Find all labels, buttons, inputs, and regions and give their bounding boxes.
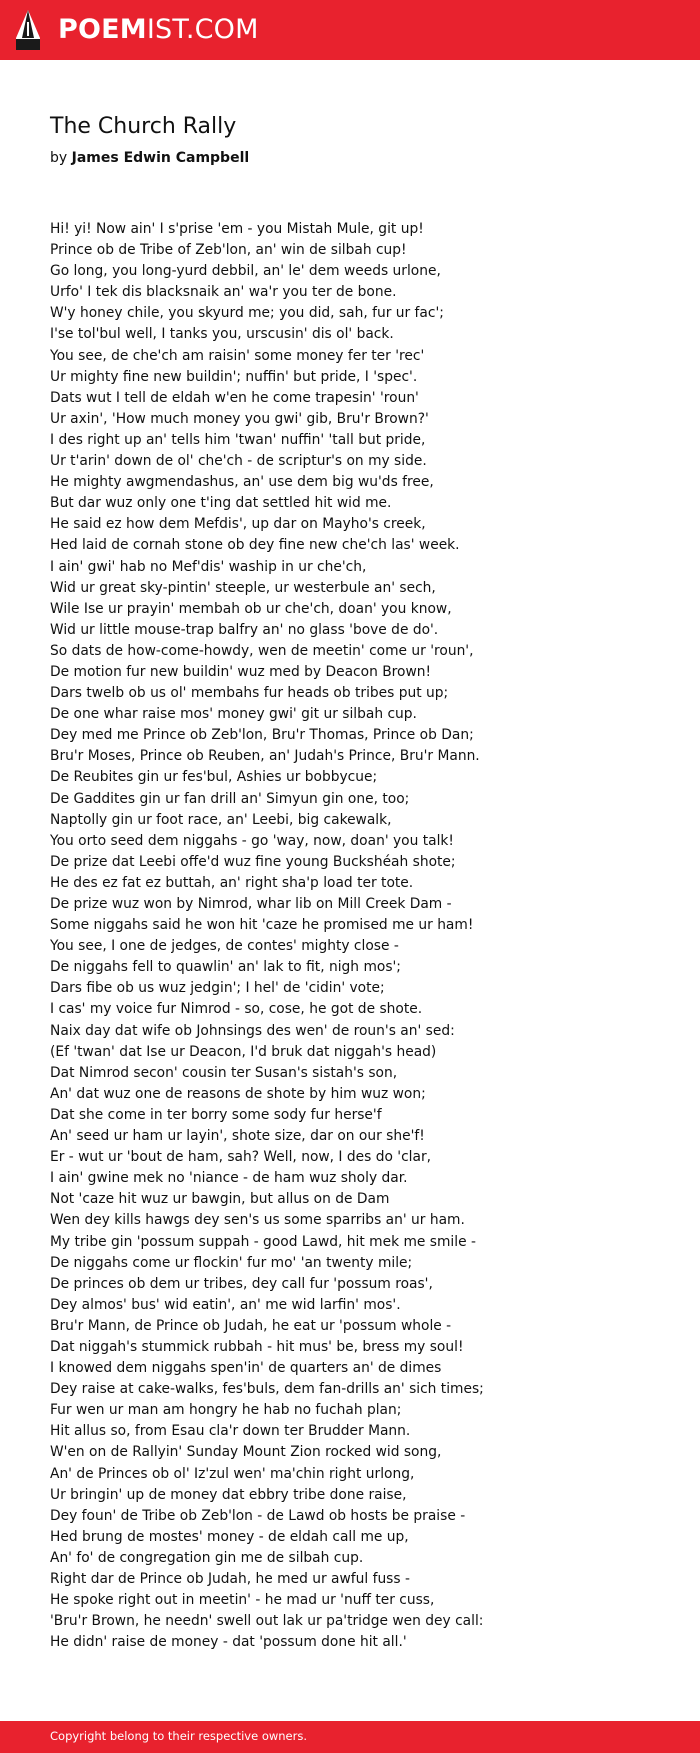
poem-line: De motion fur new buildin' wuz med by Deacon Brown! <box>50 663 432 680</box>
poem-line: He spoke right out in meetin' - he mad ur 'nuff ter cuss, <box>50 1592 435 1609</box>
poem-line: I des right up an' tells him 'twan' nuffin' 'tall but pride, <box>50 431 426 448</box>
poem-line: So dats de how-come-howdy, wen de meetin' come ur 'roun', <box>50 642 474 659</box>
poem-line: De prize dat Leebi offe'd wuz fine young Buckshéah shote; <box>50 853 456 870</box>
poem-line: He said ez how dem Mefdis', up dar on Mayho's creek, <box>50 516 426 533</box>
site-logo[interactable] <box>14 8 259 52</box>
poem-line: 'Bru'r Brown, he needn' swell out lak ur pa'tridge wen dey call: <box>50 1613 484 1630</box>
poem-body <box>50 219 670 1653</box>
poem-line: Dars twelb ob us ol' membahs fur heads ob tribes put up; <box>50 685 449 702</box>
poem-line: You see, de che'ch am raisin' some money fer ter 'rec' <box>50 347 425 364</box>
poem-line: Dey med me Prince ob Zeb'lon, Bru'r Thomas, Prince ob Dan; <box>50 727 474 744</box>
site-header <box>0 0 700 60</box>
poem-line: Fur wen ur man am hongry he hab no fuchah plan; <box>50 1402 402 1419</box>
brand-bold-text: POEM <box>58 14 147 45</box>
poem-line: Wid ur great sky-pintin' steeple, ur westerbule an' sech, <box>50 579 436 596</box>
poem-line: De niggahs fell to quawlin' an' lak to fit, nigh mos'; <box>50 959 401 976</box>
poem-line: I ain' gwine mek no 'niance - de ham wuz sholy dar. <box>50 1170 408 1187</box>
poem-line: He mighty awgmendashus, an' use dem big wu'ds free, <box>50 474 434 491</box>
poem-line: Bru'r Mann, de Prince ob Judah, he eat ur 'possum whole - <box>50 1317 452 1334</box>
poem-line: Dat Nimrod secon' cousin ter Susan's sistah's son, <box>50 1064 398 1081</box>
poem-line: De Gaddites gin ur fan drill an' Simyun gin one, too; <box>50 790 410 807</box>
poem-line: Naptolly gin ur foot race, an' Leebi, big cakewalk, <box>50 811 392 828</box>
pen-nib-icon <box>14 8 42 52</box>
poem-line: Ur axin', 'How much money you gwi' gib, Bru'r Brown?' <box>50 410 429 427</box>
poem-line: Er - wut ur 'bout de ham, sah? Well, now, I des do 'clar, <box>50 1149 432 1166</box>
poem-line: De Reubites gin ur fes'bul, Ashies ur bobbycue; <box>50 769 378 786</box>
poem-line: Hed laid de cornah stone ob dey fine new che'ch las' week. <box>50 537 460 554</box>
poem-line: Naix day dat wife ob Johnsings des wen' de roun's an' sed: <box>50 1022 455 1039</box>
poem-line: Dey almos' bus' wid eatin', an' me wid larfin' mos'. <box>50 1296 401 1313</box>
poem-line: Go long, you long-yurd debbil, an' le' dem weeds urlone, <box>50 263 441 280</box>
poem-line: De prize wuz won by Nimrod, whar lib on Mill Creek Dam - <box>50 896 452 912</box>
site-footer <box>0 1721 700 1753</box>
poem-line: He des ez fat ez buttah, an' right sha'p load ter tote. <box>50 874 414 891</box>
author-link[interactable]: James Edwin Campbell <box>71 150 250 166</box>
poem-line: De niggahs come ur flockin' fur mo' 'an twenty mile; <box>50 1254 413 1271</box>
poem-line: Right dar de Prince ob Judah, he med ur awful fuss - <box>50 1571 410 1587</box>
poem-line: De princes ob dem ur tribes, dey call fur 'possum roas', <box>50 1275 433 1292</box>
poem-line: He didn' raise de money - dat 'possum done hit all.' <box>50 1634 407 1651</box>
poem-line: An' de Princes ob ol' Iz'zul wen' ma'chin right urlong, <box>50 1465 415 1482</box>
poem-line: Hit allus so, from Esau cla'r down ter Brudder Mann. <box>50 1423 411 1440</box>
poem-line: Wen dey kills hawgs dey sen's us some sparribs an' ur ham. <box>50 1212 465 1229</box>
poem-line: Not 'caze hit wuz ur bawgin, but allus on de Dam <box>50 1191 390 1208</box>
poem-line: Ur mighty fine new buildin'; nuffin' but pride, I 'spec'. <box>50 368 418 385</box>
poem-line: Dat she come in ter borry some sody fur herse'f <box>50 1106 382 1123</box>
poem-line: Dat niggah's stummick rubbah - hit mus' be, bress my soul! <box>50 1338 464 1355</box>
brand-light-text: IST.COM <box>146 14 259 45</box>
poem-line: I knowed dem niggahs spen'in' de quarters an' de dimes <box>50 1360 442 1377</box>
poem-line: Some niggahs said he won hit 'caze he promised me ur ham! <box>50 917 474 934</box>
poem-title: The Church Rally <box>50 114 237 139</box>
poem-line: Dars fibe ob us wuz jedgin'; I hel' de 'cidin' vote; <box>50 980 385 997</box>
poem-line: W'y honey chile, you skyurd me; you did, sah, fur ur fac'; <box>50 305 444 322</box>
poem-line: I'se tol'bul well, I tanks you, urscusin' dis ol' back. <box>50 326 394 343</box>
poem-line: Hed brung de mostes' money - de eldah call me up, <box>50 1528 409 1545</box>
poem-line: You see, I one de jedges, de contes' mighty close - <box>50 938 399 955</box>
poem-line: You orto seed dem niggahs - go 'way, now, doan' you talk! <box>50 832 454 849</box>
byline <box>50 150 249 166</box>
poem-line: Dey foun' de Tribe ob Zeb'lon - de Lawd ob hosts be praise - <box>50 1507 466 1524</box>
brand-name <box>58 8 259 52</box>
poem-line: Hi! yi! Now ain' I s'prise 'em - you Mistah Mule, git up! <box>50 221 424 237</box>
poem-line: Prince ob de Tribe of Zeb'lon, an' win de silbah cup! <box>50 242 407 259</box>
poem-line: An' dat wuz one de reasons de shote by him wuz won; <box>50 1085 426 1102</box>
by-label: by <box>50 150 68 166</box>
poem-line: Wile Ise ur prayin' membah ob ur che'ch, doan' you know, <box>50 600 452 617</box>
poem-line: Urfo' I tek dis blacksnaik an' wa'r you ter de bone. <box>50 284 397 301</box>
poem-line: I cas' my voice fur Nimrod - so, cose, he got de shote. <box>50 1001 423 1018</box>
poem-line: Dey raise at cake-walks, fes'buls, dem fan-drills an' sich times; <box>50 1381 484 1398</box>
poem-line: De one whar raise mos' money gwi' git ur silbah cup. <box>50 706 417 723</box>
poem-line: (Ef 'twan' dat Ise ur Deacon, I'd bruk dat niggah's head) <box>50 1043 437 1060</box>
poem-line: Ur bringin' up de money dat ebbry tribe done raise, <box>50 1486 407 1503</box>
poem-line: Wid ur little mouse-trap balfry an' no glass 'bove de do'. <box>50 621 439 638</box>
poem-line: Dats wut I tell de eldah w'en he come trapesin' 'roun' <box>50 389 419 406</box>
poem-line: Bru'r Moses, Prince ob Reuben, an' Judah's Prince, Bru'r Mann. <box>50 748 480 765</box>
poem-line: An' seed ur ham ur layin', shote size, dar on our she'f! <box>50 1128 425 1145</box>
poem-line: My tribe gin 'possum suppah - good Lawd, hit mek me smile - <box>50 1233 476 1250</box>
poem-line: An' fo' de congregation gin me de silbah cup. <box>50 1549 364 1566</box>
poem-line: W'en on de Rallyin' Sunday Mount Zion rocked wid song, <box>50 1444 442 1461</box>
poem-line: But dar wuz only one t'ing dat settled hit wid me. <box>50 495 392 512</box>
copyright-text: Copyright belong to their respective owners. <box>50 1729 308 1743</box>
poem-line: I ain' gwi' hab no Mef'dis' waship in ur che'ch, <box>50 558 367 575</box>
poem-line: Ur t'arin' down de ol' che'ch - de scriptur's on my side. <box>50 453 427 470</box>
